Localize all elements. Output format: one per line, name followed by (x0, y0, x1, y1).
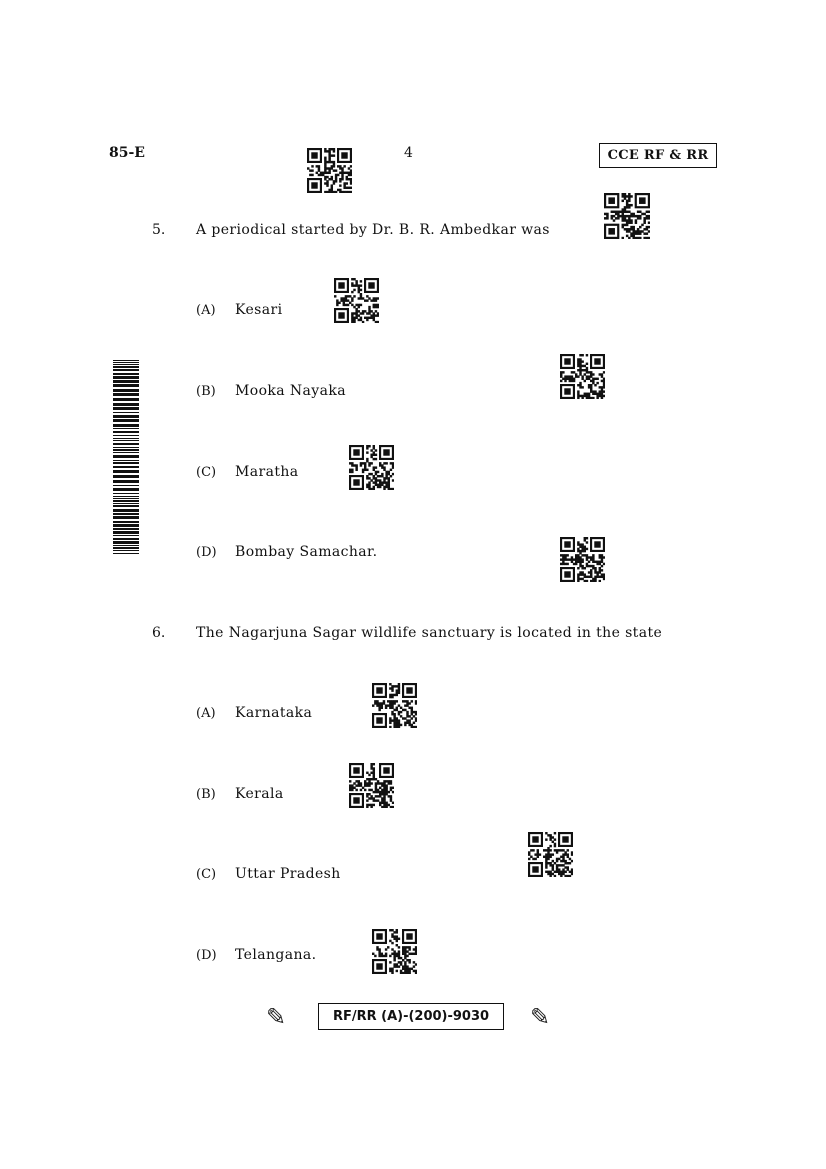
qr-code-icon (560, 537, 605, 582)
option-text: Telangana. (235, 947, 317, 963)
option-text: Karnataka (235, 705, 313, 721)
qr-code-icon (307, 148, 352, 193)
qr-code-icon (349, 763, 394, 808)
exam-label-box: CCE RF & RR (599, 143, 717, 168)
question-text: The Nagarjuna Sagar wildlife sanctuary is located in the state (196, 625, 663, 641)
qr-code-icon (372, 929, 417, 974)
paper-code: 85-E (109, 145, 145, 161)
question-number: 5. (152, 222, 166, 238)
option-letter: (B) (196, 787, 216, 802)
option-letter: (C) (196, 465, 217, 480)
qr-code-icon (349, 445, 394, 490)
qr-code-icon (334, 278, 379, 323)
option-text: Kesari (235, 302, 283, 318)
barcode-icon (113, 360, 139, 554)
pencil-icon: ✎ (530, 1003, 551, 1031)
qr-code-icon (372, 683, 417, 728)
option-letter: (A) (196, 303, 216, 318)
option-letter: (D) (196, 948, 217, 963)
qr-code-icon (604, 193, 650, 239)
question-text: A periodical started by Dr. B. R. Ambedkar was (196, 222, 550, 238)
page-number: 4 (404, 145, 413, 161)
option-letter: (C) (196, 867, 217, 882)
option-text: Bombay Samachar. (235, 544, 378, 560)
option-letter: (D) (196, 545, 217, 560)
qr-code-icon (560, 354, 605, 399)
pencil-icon: ✎ (266, 1003, 287, 1031)
option-text: Kerala (235, 786, 284, 802)
question-number: 6. (152, 625, 166, 641)
footer-code-box: RF/RR (A)-(200)-9030 (318, 1003, 504, 1030)
option-letter: (A) (196, 706, 216, 721)
qr-code-icon (528, 832, 573, 877)
option-text: Mooka Nayaka (235, 383, 346, 399)
option-text: Maratha (235, 464, 299, 480)
option-text: Uttar Pradesh (235, 866, 341, 882)
option-letter: (B) (196, 384, 216, 399)
